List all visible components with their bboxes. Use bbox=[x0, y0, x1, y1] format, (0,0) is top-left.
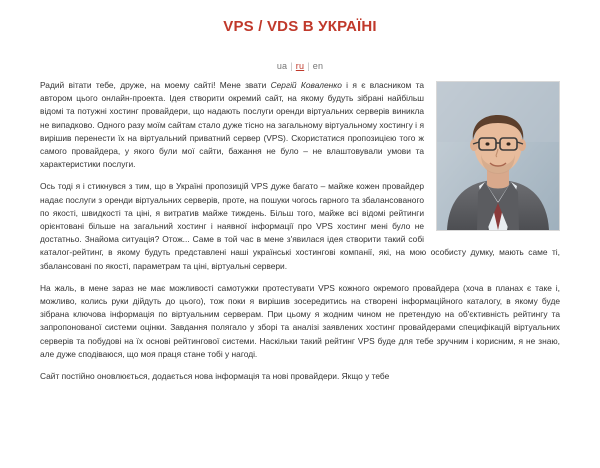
page-title: VPS / VDS В УКРАЇНІ bbox=[223, 18, 377, 35]
author-photo bbox=[436, 81, 560, 231]
lang-separator-1: | bbox=[290, 61, 293, 71]
paragraph-3: На жаль, в мене зараз не має можливості самотужки протестувати VPS кожного окремого провайдера (хоча в планах є таке і, можливо, колись руки дійдуть до цього), тож поки я вирішив зосередитись на створені інформаційного каталогу, в якому буде зібрана ключова інформація по віртуальним серверам. При цьому я жодним чином не претендую на об'єктивність рейтингу та запропонованої системи оцінки. Завдання полягало у зборі та аналізі заявлених хостинг провайдерами специфікацій віртуальних серверів та побудові на їх основі рейтингової системи. Наскільки такий рейтинг VPS буде для тебе зручним і корисним, я не знаю, але дуже сподіваюся, що моя праця стане тобі у нагоді. bbox=[40, 282, 560, 359]
lang-link-ua[interactable]: ua bbox=[276, 61, 288, 71]
lang-separator-2: | bbox=[307, 61, 310, 71]
page-container bbox=[0, 18, 600, 392]
article-body bbox=[40, 79, 560, 392]
lang-link-en[interactable]: en bbox=[312, 61, 324, 71]
paragraph-1-text-a: Радий вітати тебе, друже, на моему сайті! Мене звати bbox=[40, 80, 271, 90]
author-name: Сергій Коваленко bbox=[270, 80, 342, 90]
lang-link-ru[interactable]: ru bbox=[295, 61, 305, 71]
language-switcher[interactable] bbox=[40, 61, 560, 71]
paragraph-4: Сайт постійно оновлюється, додається нова інформація та нові провайдери. Якщо у тебе bbox=[40, 371, 390, 382]
paragraph-2: Ось тоді я і стикнувся з тим, що в Україні пропозицій VPS дуже багато – майже кожен провайдер надає послуги з оренди віртуальних серверів, проте, на пошуки чогось гарного та збалансованого по якості, швидкості та ціні, я витратив майже тиждень. Більш того, майже всі відомі рейтинги орієнтовані більше на загальний хостинг і наявної інформації про VPS хостинг мені було не достатньо. Знайома ситуація? Отож... Саме в той час в мене з'явилася ідея створити такий собі каталог-рейтинг, в якому будуть представлені наші українські хостингові компанії, які, на мою особисту думку, мають саме ті, збалансовані по якості, параметрам та ціні, віртуальні сервери. bbox=[40, 181, 560, 271]
paragraph-1-text-b: і я є власником та автором цього онлайн-проекта. Ідея створити окремий сайт, на якому будуть зібрані найбільш відомі та потужні хостинг провайдери, що надають послуги оренди віртуальних серверів виникла не випадково. Одного разу моїм сайтам стало дуже тісно на загальному віртуальному хостингу і я вирішив перенести їх на віртуальний приватний сервер (VPS). Скористатися пропозицією того ж самого провайдера, у якого були мої сайти, бажання не було – не влаштовували умови та характеристики послуги. bbox=[40, 80, 424, 170]
